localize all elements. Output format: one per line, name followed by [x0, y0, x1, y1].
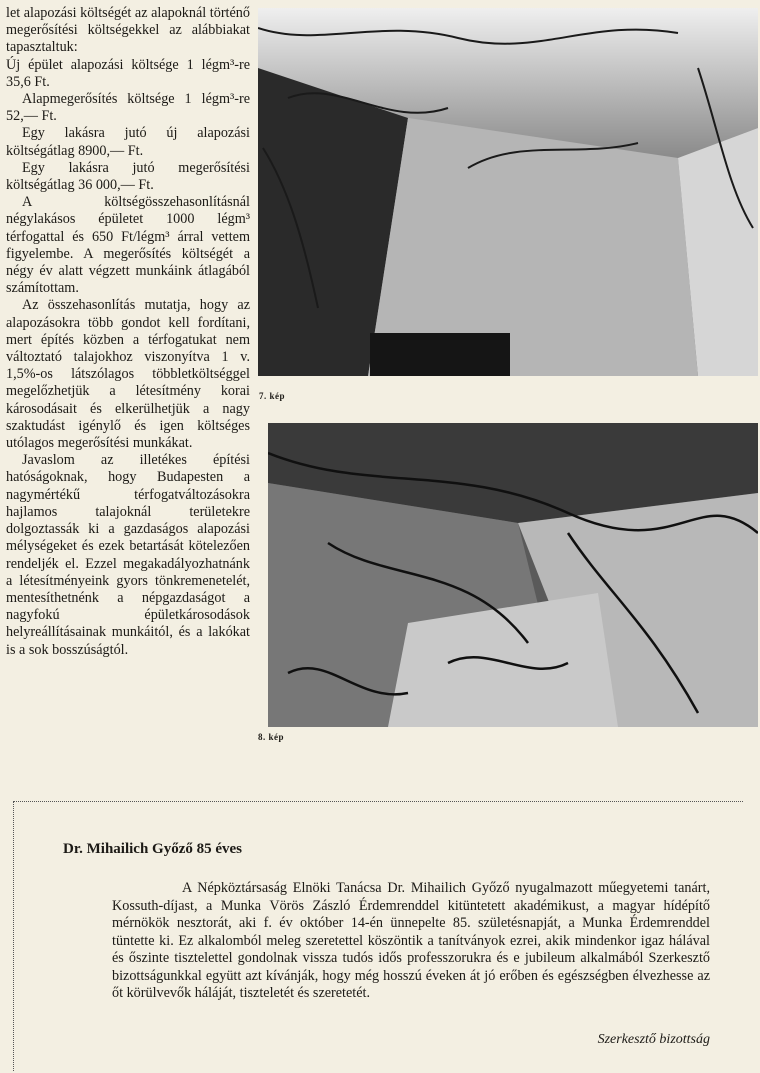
photo-7	[258, 8, 758, 376]
figure-caption: 7. kép	[259, 391, 286, 401]
paragraph: Egy lakásra jutó megerősítési költségátlag 36 000,— Ft.	[6, 159, 250, 194]
paragraph: Egy lakásra jutó új alapozási költségátlag 8900,— Ft.	[6, 125, 250, 159]
paragraph: Alapmegerősítés költsége 1 légm³-re 52,— Ft.	[6, 91, 250, 125]
notice-paragraph: A Népköztársaság Elnöki Tanácsa Dr. Mihailich Győző nyugalmazott műegyetemi tanárt, Kossuth-díjast, a Munka Vörös Zászló Érdemrenddel kitüntetett akadémikust, a magyar hídépítő mérnökök nesztorát, aki f. év október 14-én ünnepelte 85. születésnapját, a Munka Érdemrenddel tüntette ki. Ez alkalomból meleg szeretettel köszöntik a tanítványok ezrei, akik mindenkor igaz hálával és őszinte tisztelettel gondolnak vissza tudós idős professzorukra és e jubileum alkalmából Szerkesztő bizottságunkkal együtt azt kívánják, hogy még hosszú éveken át jó erőben és egészségben élvezhesse az őt körülvevők háláját, tiszteletét és szeretetét.	[112, 880, 710, 1001]
article-column	[6, 5, 250, 659]
notice-signature: Szerkesztő bizottság	[597, 1032, 710, 1047]
notice-body	[112, 880, 710, 1003]
photo-8-image	[268, 423, 758, 727]
paragraph: Az összehasonlítás mutatja, hogy az alapozásokra több gondot kell fordítani, mert építés közben a térfogatukat nem változtató talajokhoz viszonyítva 1 v. 1,5%-os látszólagos többletköltséggel megelőzhetjük a létesítmény korai károsodásait és elkerülhetjük a nagy szaktudást igénylő és igen költséges utólagos megerősítési munkákat.	[6, 297, 250, 452]
figure-caption: 8. kép	[258, 732, 285, 742]
paragraph: Javaslom az illetékes építési hatóságoknak, hogy Budapesten a nagymértékű térfogatváltozásokra hajlamos talajoknál területekre dolgoztassák ki a gazdaságos alapozási mélységeket és ezek betartását kötelezően rendeljék el. Ezzel megakadályozhatnánk a létesítményeink gyors tönkremenetelét, mentesíthetnénk a népgazdaságot a nagyfokú épületkárosodások helyreállításainak munkáitól, és a lakókat is a sok bosszúságtól.	[6, 452, 250, 658]
notice-title: Dr. Mihailich Győző 85 éves	[63, 841, 243, 857]
paragraph: Új épület alapozási költsége 1 légm³-re 35,6 Ft.	[6, 56, 250, 90]
photo-8	[268, 423, 758, 727]
paragraph: let alapozási költségét az alapoknál történő megerősítési költségekkel az alábbiakat tapasztaltuk:	[6, 5, 250, 56]
photo-7-image	[258, 8, 758, 376]
paragraph: A költségösszehasonlításnál négylakásos épületet 1000 légm³ térfogattal és 650 Ft/légm³ árral vettem figyelembe. A megerősítés költségét a négy év alatt végzett munkáink átlagából számítottam.	[6, 194, 250, 297]
